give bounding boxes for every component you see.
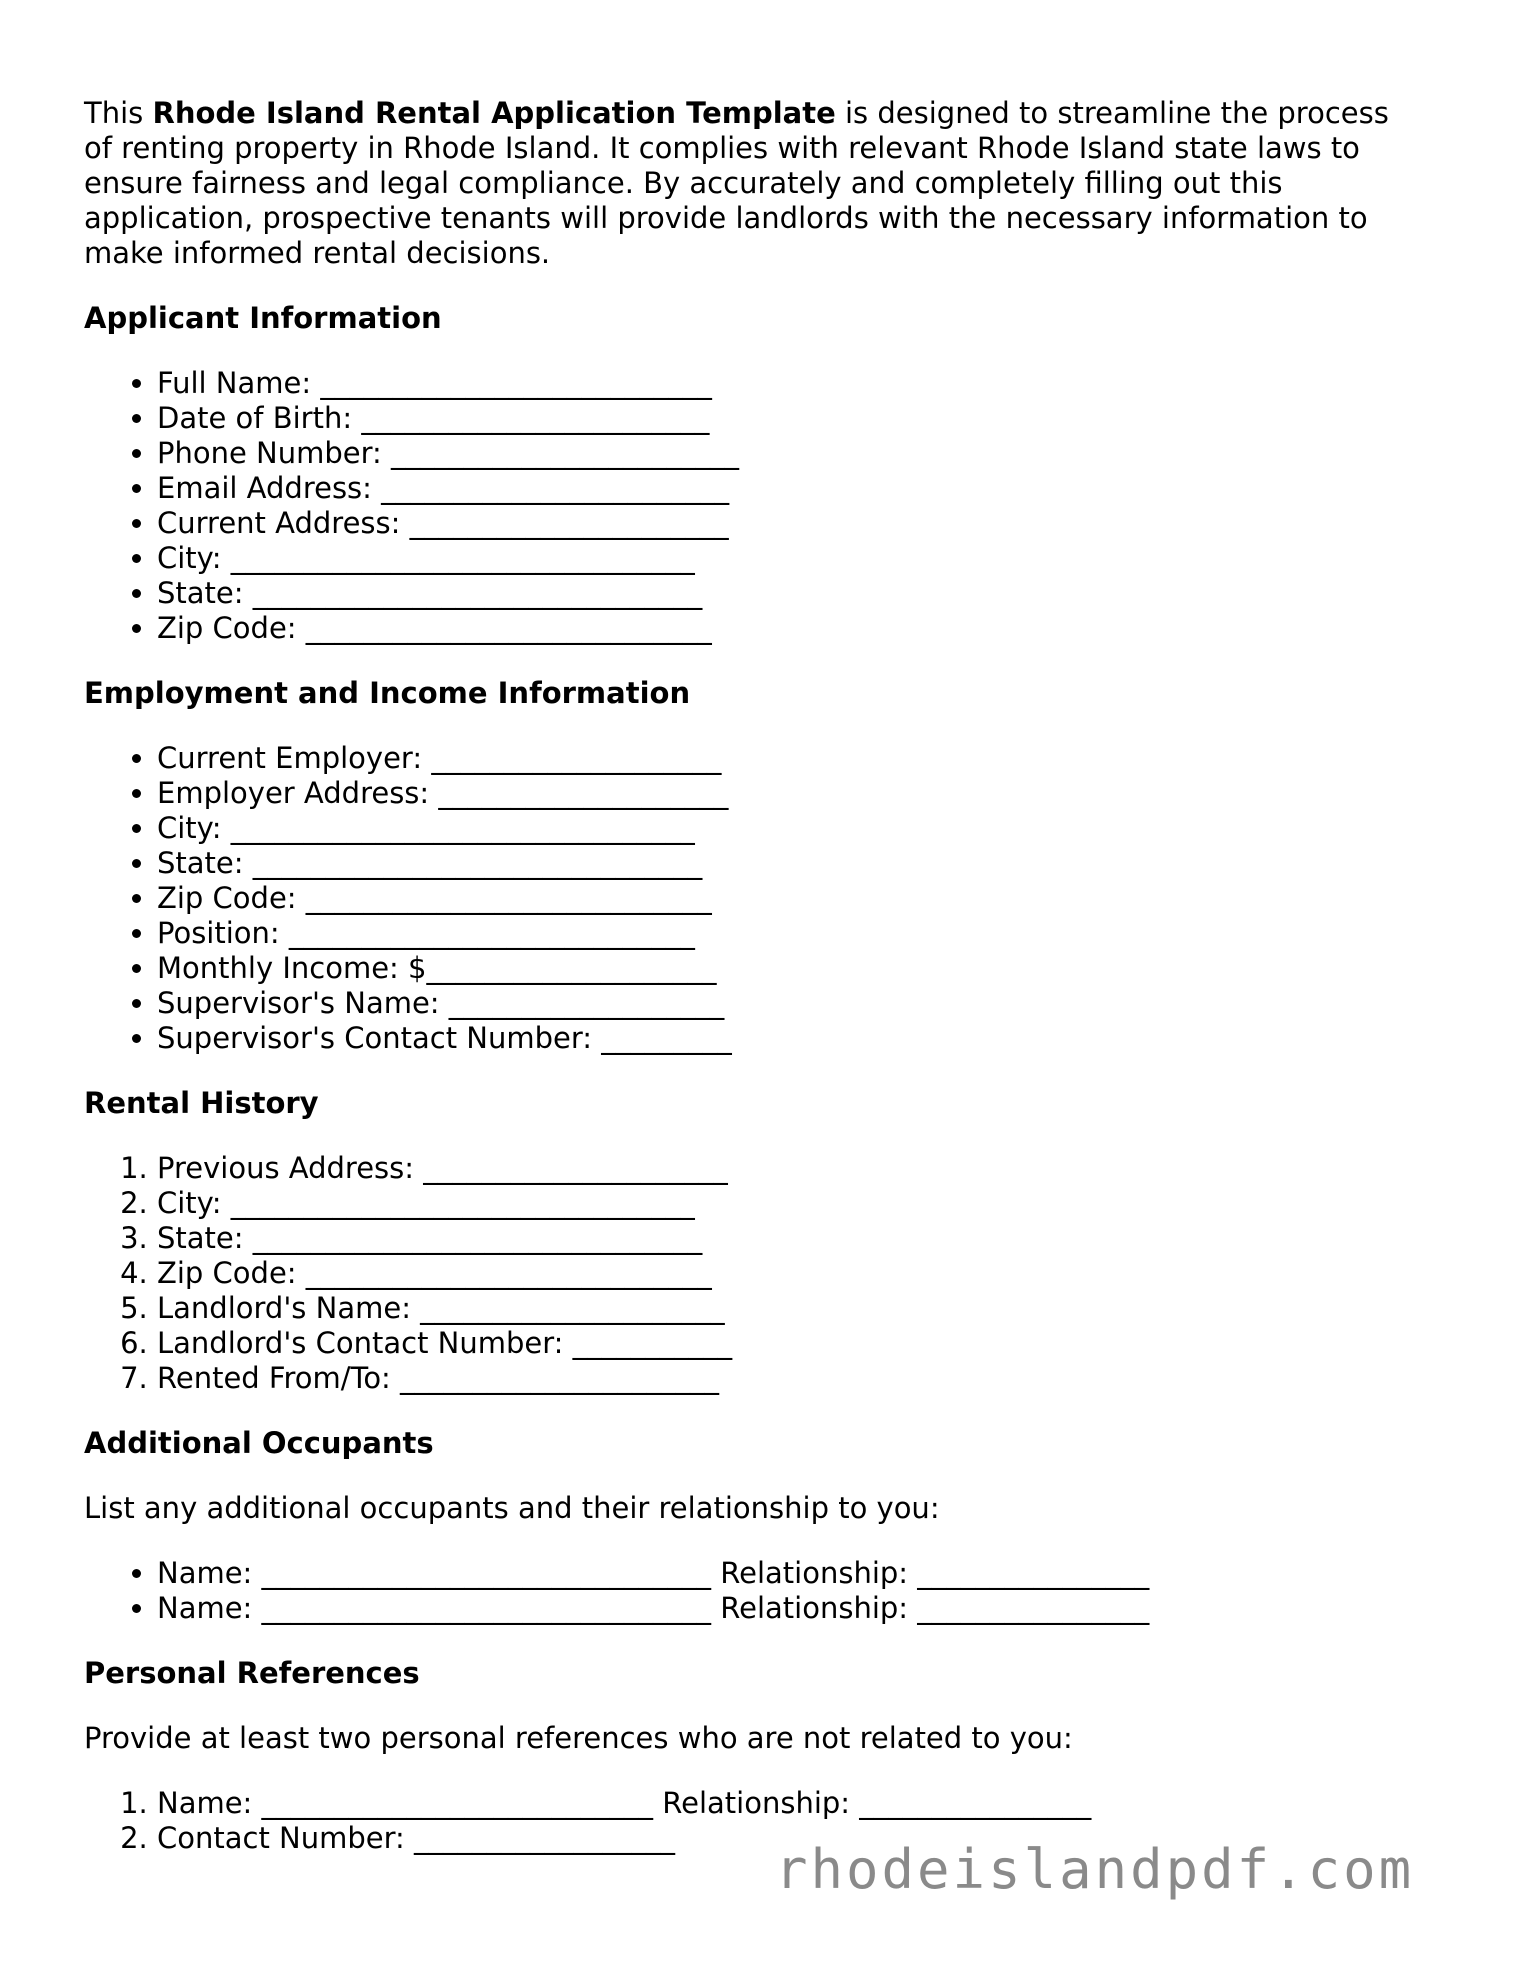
field-state[interactable]: • State: _______________________________ [157, 576, 1444, 611]
field-reference-contact-number[interactable]: 2. Contact Number: __________________ [157, 1821, 1444, 1856]
personal-references-note: Provide at least two personal references who are not related to you: [84, 1721, 1073, 1755]
intro-paragraph [84, 96, 1414, 271]
field-date-of-birth[interactable]: • Date of Birth: ________________________ [157, 401, 1444, 436]
personal-references-heading: Personal References [84, 1656, 420, 1690]
field-supervisor-contact-number[interactable]: • Supervisor's Contact Number: _________ [157, 1021, 1444, 1056]
field-occupant-2[interactable]: • Name: _______________________________ Relationship: ________________ [157, 1591, 1444, 1626]
field-employer-address[interactable]: • Employer Address: ____________________ [157, 776, 1444, 811]
applicant-information-list [84, 366, 1444, 646]
field-employer-zip-code[interactable]: • Zip Code: ____________________________ [157, 881, 1444, 916]
field-monthly-income[interactable]: • Monthly Income: $____________________ [157, 951, 1444, 986]
field-rented-from-to[interactable]: 7. Rented From/To: ______________________ [157, 1361, 1444, 1396]
additional-occupants-list [84, 1556, 1444, 1626]
additional-occupants-heading: Additional Occupants [84, 1426, 434, 1460]
field-phone-number[interactable]: • Phone Number: ________________________ [157, 436, 1444, 471]
site-watermark: rhodeislandpdf.com [775, 1838, 1415, 1901]
rental-history-list [84, 1151, 1444, 1396]
field-full-name[interactable]: • Full Name: ___________________________ [157, 366, 1444, 401]
field-email-address[interactable]: • Email Address: ________________________ [157, 471, 1444, 506]
field-previous-state[interactable]: 3. State: _______________________________ [157, 1221, 1444, 1256]
field-occupant-1[interactable]: • Name: _______________________________ Relationship: ________________ [157, 1556, 1444, 1591]
field-previous-city[interactable]: 2. City: ________________________________ [157, 1186, 1444, 1221]
rental-history-heading: Rental History [84, 1086, 319, 1120]
field-previous-zip-code[interactable]: 4. Zip Code: ____________________________ [157, 1256, 1444, 1291]
applicant-information-heading: Applicant Information [84, 301, 442, 335]
field-employer-city[interactable]: • City: ________________________________ [157, 811, 1444, 846]
field-current-employer[interactable]: • Current Employer: ____________________ [157, 741, 1444, 776]
field-employer-state[interactable]: • State: _______________________________ [157, 846, 1444, 881]
intro-text-start: This [84, 96, 153, 130]
field-position[interactable]: • Position: ____________________________ [157, 916, 1444, 951]
additional-occupants-note: List any additional occupants and their relationship to you: [84, 1491, 940, 1525]
field-landlord-contact-number[interactable]: 6. Landlord's Contact Number: ___________ [157, 1326, 1444, 1361]
field-reference-name[interactable]: 1. Name: ___________________________ Relationship: ________________ [157, 1786, 1444, 1821]
field-current-address[interactable]: • Current Address: ______________________ [157, 506, 1444, 541]
field-zip-code[interactable]: • Zip Code: ____________________________ [157, 611, 1444, 646]
employment-income-list [84, 741, 1444, 1056]
field-supervisor-name[interactable]: • Supervisor's Name: ___________________ [157, 986, 1444, 1021]
field-landlord-name[interactable]: 5. Landlord's Name: _____________________ [157, 1291, 1444, 1326]
field-previous-address[interactable]: 1. Previous Address: _____________________ [157, 1151, 1444, 1186]
field-city[interactable]: • City: ________________________________ [157, 541, 1444, 576]
intro-text-rest: is designed to streamline the process of renting property in Rhode Island. It complies with relevant Rhode Island state laws to ensure fairness and legal compliance. By accurately and completely filling out this application, prospective tenants will provide landlords with the necessary information to make informed rental decisions. [84, 96, 1389, 270]
intro-template-title: Rhode Island Rental Application Template [152, 96, 836, 130]
rental-application-document [84, 96, 1444, 1856]
employment-income-heading: Employment and Income Information [84, 676, 691, 710]
